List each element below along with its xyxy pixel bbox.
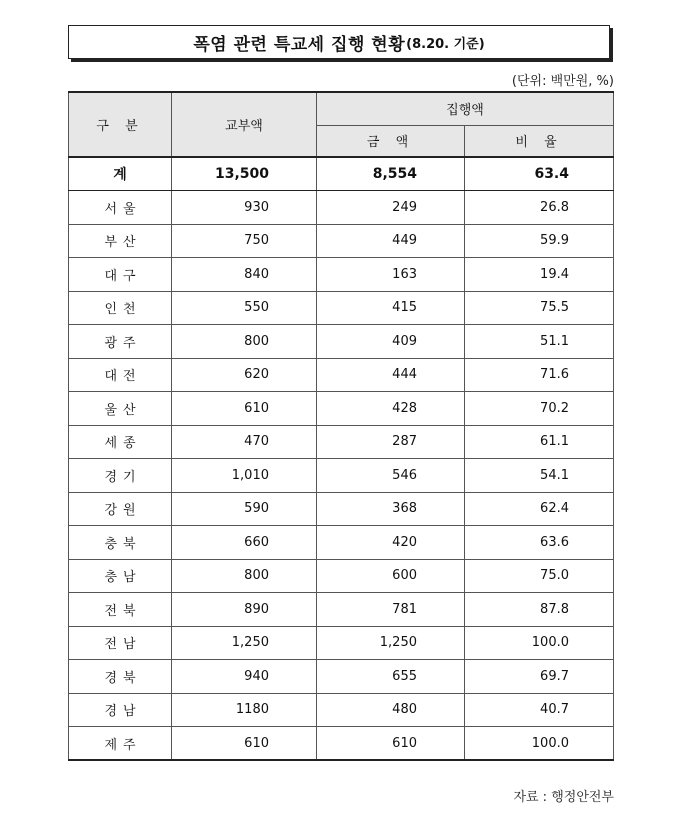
region-cell: 전북 bbox=[69, 593, 172, 627]
total-ratio: 63.4 bbox=[465, 157, 614, 191]
amount-cell: 249 bbox=[317, 191, 465, 225]
table-header-row bbox=[69, 92, 614, 125]
ratio-cell: 87.8 bbox=[465, 593, 614, 627]
table-row bbox=[69, 660, 614, 694]
ratio-cell: 100.0 bbox=[465, 626, 614, 660]
source-note: 자료 : 행정안전부 bbox=[513, 790, 614, 805]
region-cell: 대구 bbox=[69, 258, 172, 292]
table-row bbox=[69, 358, 614, 392]
grant-cell: 550 bbox=[172, 291, 317, 325]
ratio-cell: 62.4 bbox=[465, 492, 614, 526]
total-amount: 8,554 bbox=[317, 157, 465, 191]
ratio-cell: 69.7 bbox=[465, 660, 614, 694]
amount-cell: 444 bbox=[317, 358, 465, 392]
table-row bbox=[69, 392, 614, 426]
grant-cell: 470 bbox=[172, 425, 317, 459]
grant-cell: 1,010 bbox=[172, 459, 317, 493]
ratio-cell: 40.7 bbox=[465, 693, 614, 727]
region-cell: 경남 bbox=[69, 693, 172, 727]
amount-cell: 415 bbox=[317, 291, 465, 325]
grant-cell: 620 bbox=[172, 358, 317, 392]
grant-cell: 590 bbox=[172, 492, 317, 526]
header-ratio: 비 율 bbox=[465, 125, 614, 157]
document-title-box bbox=[68, 25, 610, 59]
table-row bbox=[69, 559, 614, 593]
ratio-cell: 63.6 bbox=[465, 526, 614, 560]
grant-cell: 610 bbox=[172, 727, 317, 761]
ratio-cell: 51.1 bbox=[465, 325, 614, 359]
amount-cell: 287 bbox=[317, 425, 465, 459]
total-row bbox=[69, 157, 614, 191]
amount-cell: 1,250 bbox=[317, 626, 465, 660]
amount-cell: 368 bbox=[317, 492, 465, 526]
execution-table bbox=[68, 91, 614, 761]
region-cell: 충북 bbox=[69, 526, 172, 560]
ratio-cell: 61.1 bbox=[465, 425, 614, 459]
document-title-date: (8.20. 기준) bbox=[406, 36, 485, 52]
table-row bbox=[69, 425, 614, 459]
grant-cell: 800 bbox=[172, 559, 317, 593]
table-row bbox=[69, 526, 614, 560]
grant-cell: 930 bbox=[172, 191, 317, 225]
region-cell: 전남 bbox=[69, 626, 172, 660]
amount-cell: 409 bbox=[317, 325, 465, 359]
grant-cell: 840 bbox=[172, 258, 317, 292]
table-row bbox=[69, 492, 614, 526]
table-row bbox=[69, 693, 614, 727]
region-cell: 제주 bbox=[69, 727, 172, 761]
grant-cell: 750 bbox=[172, 224, 317, 258]
region-cell: 인천 bbox=[69, 291, 172, 325]
amount-cell: 480 bbox=[317, 693, 465, 727]
document-title: 폭염 관련 특교세 집행 현황 bbox=[193, 34, 406, 55]
amount-cell: 420 bbox=[317, 526, 465, 560]
header-category: 구 분 bbox=[69, 92, 172, 157]
grant-cell: 660 bbox=[172, 526, 317, 560]
region-cell: 광주 bbox=[69, 325, 172, 359]
table-row bbox=[69, 191, 614, 225]
ratio-cell: 54.1 bbox=[465, 459, 614, 493]
unit-note: (단위: 백만원, %) bbox=[511, 74, 614, 89]
header-grant: 교부액 bbox=[172, 92, 317, 157]
grant-cell: 1,250 bbox=[172, 626, 317, 660]
ratio-cell: 75.0 bbox=[465, 559, 614, 593]
amount-cell: 600 bbox=[317, 559, 465, 593]
grant-cell: 610 bbox=[172, 392, 317, 426]
grant-cell: 1180 bbox=[172, 693, 317, 727]
grant-cell: 940 bbox=[172, 660, 317, 694]
total-grant: 13,500 bbox=[172, 157, 317, 191]
table-row bbox=[69, 593, 614, 627]
table-row bbox=[69, 459, 614, 493]
ratio-cell: 100.0 bbox=[465, 727, 614, 761]
amount-cell: 428 bbox=[317, 392, 465, 426]
region-cell: 강원 bbox=[69, 492, 172, 526]
header-amount: 금 액 bbox=[317, 125, 465, 157]
amount-cell: 449 bbox=[317, 224, 465, 258]
table-row bbox=[69, 258, 614, 292]
table-row bbox=[69, 626, 614, 660]
region-cell: 경북 bbox=[69, 660, 172, 694]
ratio-cell: 59.9 bbox=[465, 224, 614, 258]
ratio-cell: 75.5 bbox=[465, 291, 614, 325]
table-row bbox=[69, 224, 614, 258]
total-label: 계 bbox=[69, 157, 172, 191]
amount-cell: 655 bbox=[317, 660, 465, 694]
ratio-cell: 19.4 bbox=[465, 258, 614, 292]
ratio-cell: 71.6 bbox=[465, 358, 614, 392]
ratio-cell: 70.2 bbox=[465, 392, 614, 426]
grant-cell: 800 bbox=[172, 325, 317, 359]
table-row bbox=[69, 727, 614, 761]
region-cell: 충남 bbox=[69, 559, 172, 593]
region-cell: 울산 bbox=[69, 392, 172, 426]
table-row bbox=[69, 325, 614, 359]
region-cell: 경기 bbox=[69, 459, 172, 493]
region-cell: 대전 bbox=[69, 358, 172, 392]
amount-cell: 546 bbox=[317, 459, 465, 493]
amount-cell: 781 bbox=[317, 593, 465, 627]
amount-cell: 610 bbox=[317, 727, 465, 761]
region-cell: 부산 bbox=[69, 224, 172, 258]
region-cell: 서울 bbox=[69, 191, 172, 225]
ratio-cell: 26.8 bbox=[465, 191, 614, 225]
region-cell: 세종 bbox=[69, 425, 172, 459]
table-row bbox=[69, 291, 614, 325]
amount-cell: 163 bbox=[317, 258, 465, 292]
grant-cell: 890 bbox=[172, 593, 317, 627]
header-execution: 집행액 bbox=[317, 92, 614, 125]
